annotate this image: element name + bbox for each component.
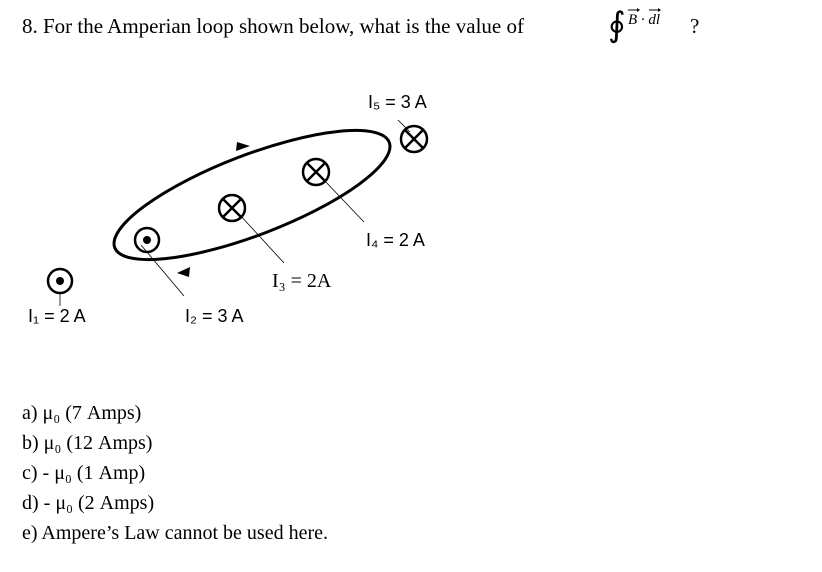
question-mark: ? xyxy=(690,14,700,38)
leader-i2 xyxy=(141,245,184,296)
option-c: c) - μ₀ (1 Amp) xyxy=(22,462,146,484)
contour-integral-sign: ∮ xyxy=(608,5,626,45)
label-i3: I₃ = 2A xyxy=(272,270,332,292)
answer-options xyxy=(22,398,328,548)
label-i5: I₅ = 3 A xyxy=(368,92,427,112)
label-i1: I₁ = 2 A xyxy=(28,306,86,326)
question-text: 8. For the Amperian loop shown below, what is the value of xyxy=(22,14,524,38)
figure-drawing xyxy=(20,80,490,360)
option-b: b) μ₀ (12 Amps) xyxy=(22,432,153,454)
line-integral-symbol xyxy=(606,2,686,46)
amperian-loop-figure xyxy=(20,80,490,360)
option-e: e) Ampere’s Law cannot be used here. xyxy=(22,522,328,544)
option-d: d) - μ₀ (2 Amps) xyxy=(22,492,155,514)
label-i4: I₄ = 2 A xyxy=(366,230,425,250)
loop-arrow-top xyxy=(236,142,250,151)
label-i2: I₂ = 3 A xyxy=(185,306,244,326)
b-dot-dl: B · dl xyxy=(628,12,661,28)
loop-arrow-bottom xyxy=(177,267,190,277)
amperian-loop xyxy=(100,105,403,285)
option-a: a) μ₀ (7 Amps) xyxy=(22,402,142,424)
